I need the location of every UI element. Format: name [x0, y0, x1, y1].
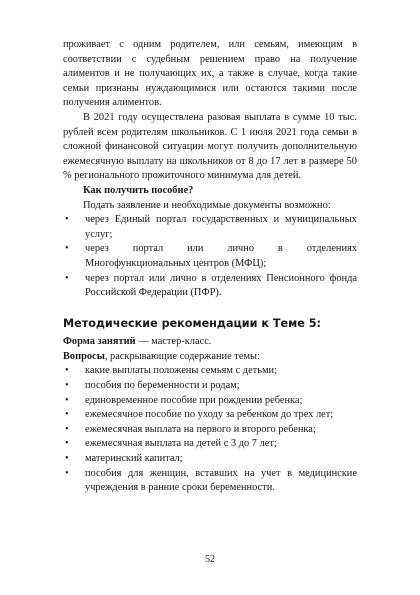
list-item: • пособия по беременности и родам; [63, 379, 357, 394]
bullet-icon: • [65, 243, 69, 255]
questions-label: Вопросы [63, 350, 105, 362]
page-content [63, 38, 357, 496]
how-to-get-list [63, 213, 357, 301]
list-item: • единовременное пособие при рождении ребенка; [63, 394, 357, 409]
bullet-icon: • [65, 467, 69, 479]
questions-value: , раскрывающие содержание темы: [104, 350, 260, 362]
list-item: • через портал или лично в отделениях Многофункциональных центров (МФЦ); [65, 243, 357, 269]
bullet-icon: • [65, 380, 69, 392]
method-heading: Методические рекомендации к Теме 5: [63, 316, 321, 330]
paragraph-continuation: проживает с одним родителем, или семьям, имеющим в соответствии с судебным решением право на получение алиментов и не получающих их, а также в случае, когда такие семьи признаны нуждающимися или остаются такими после получения алиментов. [63, 39, 357, 109]
list-item: • через портал или лично в отделениях Пенсионного фонда Российской Федерации (ПФР). [65, 272, 357, 299]
list-item: • через Единый портал государственных и муниципальных услуг; [65, 214, 357, 240]
bullet-icon: • [65, 409, 69, 421]
bullet-icon: • [65, 423, 69, 435]
bullet-icon: • [65, 272, 69, 284]
page-number: 52 [205, 554, 215, 565]
questions-line [63, 350, 357, 365]
list-item: • какие выплаты положены семьям с детьми; [63, 364, 357, 379]
bullet-icon: • [65, 214, 69, 226]
list-item: • материнский капитал; [63, 452, 357, 467]
list-item: • ежемесячная выплата на первого и второго ребенка; [63, 423, 357, 438]
form-label: Форма занятий [63, 336, 136, 348]
bullet-icon: • [65, 453, 69, 465]
bullet-icon: • [65, 365, 69, 377]
questions-list [63, 364, 357, 495]
how-to-get-intro: Подать заявление и необходимые документы возможно: [83, 199, 331, 211]
list-item: • ежемесячное пособие по уходу за ребенком до трех лет; [63, 408, 357, 423]
how-to-get-heading: Как получить пособие? [83, 184, 194, 196]
bullet-icon: • [65, 438, 69, 450]
form-line [63, 335, 357, 350]
list-item: • пособия для женщин, вставших на учет в медицинские учреждения в ранние сроки беременности. [65, 467, 357, 494]
paragraph-payments-2021: В 2021 году осуществлена разовая выплата в сумме 10 тыс. рублей всем родителям школьников. С 1 июля 2021 года семьи в сложной финансовой ситуации могут получить дополнительную ежемесячную выплату на школьников от 8 до 17 лет в размере 50 % регионального прожиточного минимума для детей. [63, 111, 357, 182]
list-item: • ежемесячная выплата на детей с 3 до 7 лет; [63, 437, 357, 452]
form-value: — мастер-класс. [135, 336, 212, 348]
bullet-icon: • [65, 394, 69, 406]
